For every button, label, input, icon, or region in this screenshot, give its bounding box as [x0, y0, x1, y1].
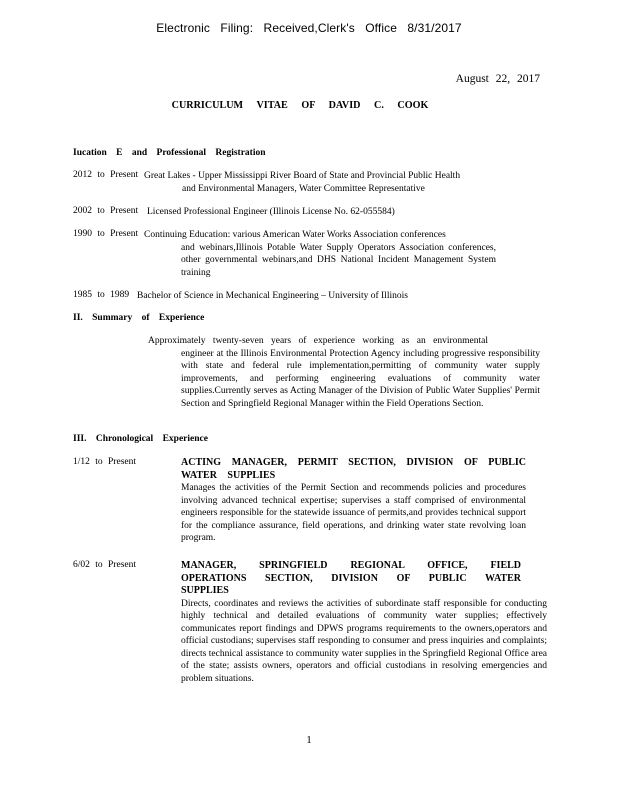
summary-first-line: Approximately twenty-seven years of experience working as an environmental: [148, 336, 488, 346]
education-entry-1-first: Great Lakes - Upper Mississippi River Board of State and Provincial Public Health: [144, 171, 461, 181]
education-entry-4: [137, 290, 457, 303]
summary-heading: II. Summary of Experience: [73, 313, 205, 323]
education-entry-3-rest: and webinars,Illinois Potable Water Supply Operators Association conferences, other governmental webinars,and DHS National Incident Management System training: [181, 242, 496, 278]
job-description-1: Manages the activities of the Permit Section and recommends policies and procedures involving advanced technical expertise; supervises a staff comprised of environmental engineers responsible for the statewide issuance of permits,and provides technical support for the compliance assurance, field operations, and drinking water state revolving loan program.: [181, 483, 526, 543]
education-dates-2: 2002 to Present: [73, 206, 139, 216]
education-entry-3-first: Continuing Education: various American Water Works Association conferences: [144, 230, 446, 240]
page-number: 1: [306, 734, 312, 746]
education-entry-4-first: Bachelor of Science in Mechanical Engineering – University of Illinois: [137, 291, 408, 301]
summary-body: engineer at the Illinois Environmental Protection Agency including progressive responsibility with state and federal rule implementation,permitting of community water supply improvements, and performing engineering evaluations of community water supplies.Currently serves as Acting Manager of the Division of Public Water Supplies' Permit Section and Springfield Regional Manager within the Field Operations Section.: [181, 348, 540, 409]
chronological-heading: III. Chronological Experience: [73, 434, 208, 444]
job-dates-2: 6/02 to Present: [73, 560, 136, 570]
summary-paragraph: [148, 335, 540, 410]
education-heading: Iucation E and Professional Registration: [73, 148, 266, 158]
education-entry-2: [147, 206, 447, 219]
job-title-1: ACTING MANAGER, PERMIT SECTION, DIVISION OF PUBLIC WATER SUPPLIES: [181, 457, 526, 481]
education-entry-2-first: Licensed Professional Engineer (Illinois License No. 62-055584): [147, 207, 395, 217]
document-date: August 22, 2017: [455, 73, 540, 85]
job-title-2: MANAGER, SPRINGFIELD REGIONAL OFFICE, FIELD OPERATIONS SECTION, DIVISION OF PUBLIC WATER SUPPLIES: [181, 560, 521, 596]
job-dates-1: 1/12 to Present: [73, 457, 136, 467]
filing-stamp: Electronic Filing: Received,Clerk's Office 8/31/2017: [156, 21, 462, 35]
education-dates-1: 2012 to Present: [73, 170, 139, 180]
education-dates-3: 1990 to Present: [73, 229, 139, 239]
education-entry-1: [144, 170, 508, 195]
education-entry-1-rest: and Environmental Managers, Water Committee Representative: [182, 183, 425, 194]
job-entry-1: [181, 457, 526, 545]
education-dates-4: 1985 to 1989: [73, 290, 130, 300]
document-title: CURRICULUM VITAE OF DAVID C. COOK: [171, 99, 429, 111]
job-entry-2: [181, 560, 547, 685]
education-entry-3: [144, 229, 496, 279]
job-description-2: Directs, coordinates and reviews the activities of subordinate staff responsible for conducting highly technical and detailed evaluations of community water supplies; effectively communicates report findings and DPWS programs requirements to the owners,operators and official custodians; supervises staff responding to consumer and press inquiries and complaints; directs technical assistance to community water supplies in the Springfield Regional Office area of the state; assists owners, operators and official custodians in resolving emergencies and problem situations.: [181, 598, 547, 684]
education-entry-3-rest-a: [144, 242, 496, 280]
